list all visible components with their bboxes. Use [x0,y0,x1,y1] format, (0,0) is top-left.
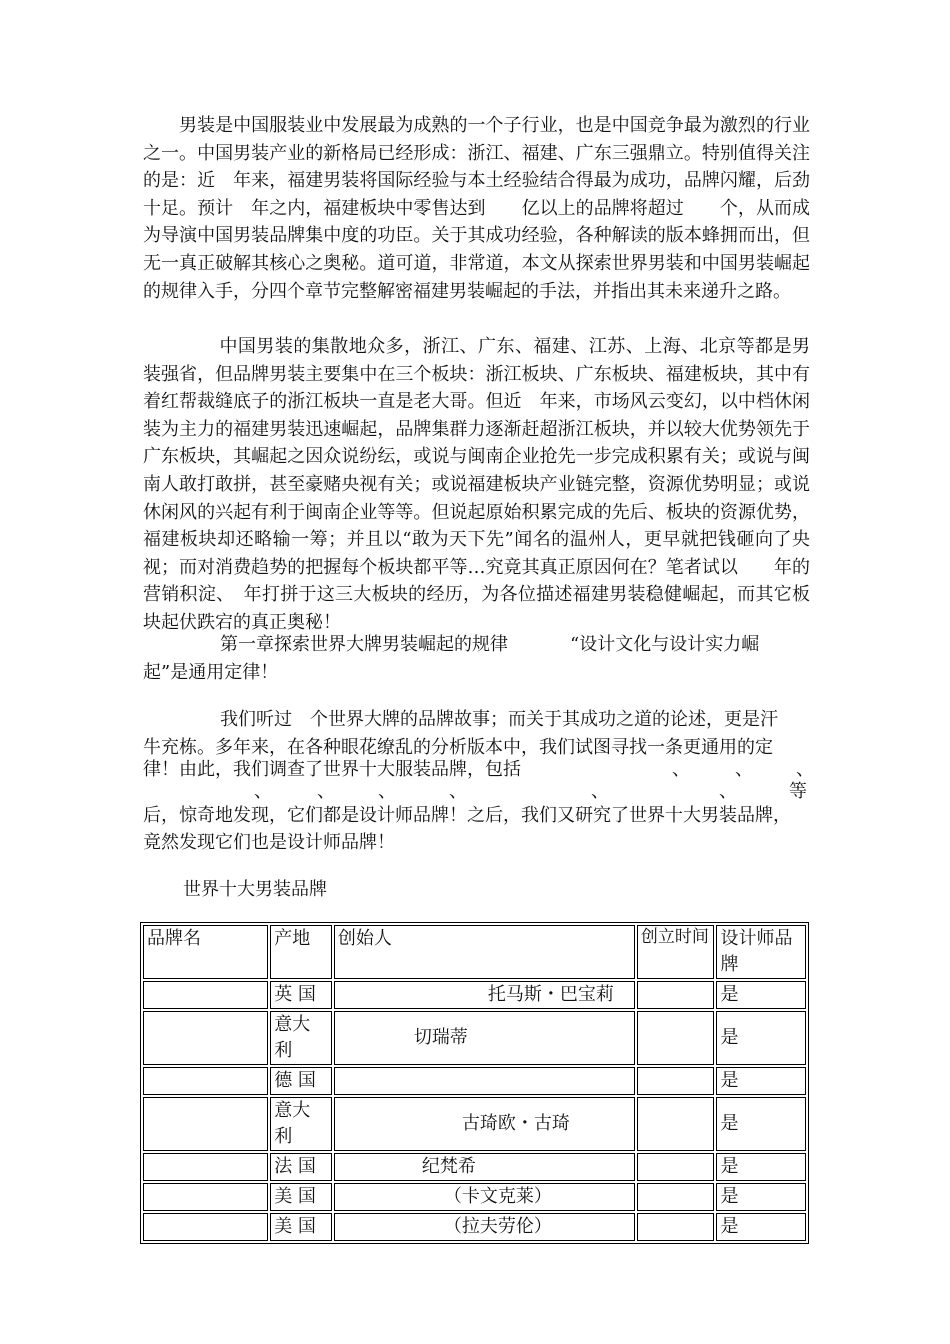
year-cell [637,1153,715,1181]
brand-separator: 、 [449,781,467,802]
brand-separator: 、 [317,781,335,802]
founder-cell [334,981,635,1009]
founder-cell [334,1153,635,1181]
brand-cell [143,981,268,1009]
designer-cell: 是 [716,1067,806,1095]
origin-cell: 意大利 [270,1097,332,1151]
header-origin: 产地 [270,925,332,979]
table-row [143,1067,806,1095]
designer-cell: 是 [716,981,806,1009]
header-year: 创立时间 [637,925,715,979]
brand-separator: 、 [719,781,737,802]
founder-cell [334,1011,635,1065]
founder-cell [334,1097,635,1151]
year-cell [637,981,715,1009]
brands-table [140,922,809,1244]
origin-cell: 美 国 [270,1213,332,1241]
designer-cell: 是 [716,1097,806,1151]
brand-separator: 、 [378,781,396,802]
chapter-title: 第一章探索世界大牌男装崛起的规律 [220,634,508,655]
year-cell [637,1067,715,1095]
brand-cell [143,1153,268,1181]
p3-line2: 牛充栋。多年来，在各种眼花缭乱的分析版本中，我们试图寻找一条更通用的定 [143,737,773,758]
founder-text: （卡文克莱） [443,1186,552,1207]
brand-separator: 、 [591,781,609,802]
designer-cell: 是 [716,1153,806,1181]
intro-paragraph: 男装是中国服装业中发展最为成熟的一个子行业，也是中国竞争最为激烈的行业之一。中国男装产业的新格局已经形成：浙江、福建、广东三强鼎立。特别值得关注的是：近 年来，福建男装将国际经验与本土经验结合得最为成功，品牌闪耀，后劲十足。预计 年之内，福建板块中零售达到 亿以上的品牌将超过 个，从而成为导演中国男装品牌集中度的功臣。关于其成功经验，各种解读的版本蜂拥而出，但无一真正破解其核心之奥秘。道可道，非常道，本文从探索世界男装和中国男装崛起的规律入手，分四个章节完整解密福建男装崛起的手法，并指出其未来递升之路。 [143,115,810,302]
origin-cell: 意大利 [270,1011,332,1065]
brand-cell [143,1213,268,1241]
header-brand: 品牌名 [143,925,268,979]
origin-cell: 美 国 [270,1183,332,1211]
year-cell [637,1097,715,1151]
table-caption: 世界十大男装品牌 [183,879,327,900]
brand-separator: 、 [254,781,272,802]
brand-cell [143,1067,268,1095]
year-cell [637,1183,715,1211]
p3-line6: 竟然发现它们也是设计师品牌！ [143,832,395,853]
table-row [143,1153,806,1181]
founder-text: 托马斯・巴宝莉 [487,984,614,1005]
origin-cell: 法 国 [270,1153,332,1181]
founder-text: 切瑞蒂 [413,1027,468,1048]
regional-paragraph: 中国男装的集散地众多，浙江、广东、福建、江苏、上海、北京等都是男装强省，但品牌男装主要集中在三个板块：浙江板块、广东板块、福建板块，其中有着红帮裁缝底子的浙江板块一直是老大哥。但近 年来，市场风云变幻，以中档休闲装为主力的福建男装迅速崛起，品牌集群力逐渐赶超浙江板块，并以较大优势领先于广东板块，其崛起之因众说纷纭，或说与闽南企业抢先一步完成积累有关；或说与闽南人敢打敢拼，甚至豪赌央视有关；或说福建板块产业链完整，资源优势明显；或说休闲风的兴起有利于闽南企业等等。但说起原始积累完成的先后、板块的资源优势，福建板块却还略输一筹；并且以“敢为天下先”闻名的温州人，更早就把钱砸向了央视；而对消费趋势的把握每个板块都平等…究竟其真正原因何在？笔者试以 年的营销积淀、 年打拼于这三大板块的经历，为各位描述福建男装稳健崛起，而其它板块起伏跌宕的真正奥秘！ [143,336,810,633]
origin-cell: 德 国 [270,1067,332,1095]
p3-line5: 后，惊奇地发现，它们都是设计师品牌！之后，我们又研究了世界十大男装品牌， [143,805,791,826]
p3-line1: 我们听过 个世界大牌的品牌故事；而关于其成功之道的论述，更是汗 [220,709,778,730]
year-cell [637,1213,715,1241]
designer-cell: 是 [716,1213,806,1241]
table-row [143,1097,806,1151]
founder-text: 古琦欧・古琦 [461,1113,570,1134]
designer-cell: 是 [716,1183,806,1211]
brand-separator: 、 [735,759,753,780]
brand-cell [143,1183,268,1211]
brand-separator: 、 [672,759,690,780]
table-row [143,1213,806,1241]
founder-cell [334,1213,635,1241]
founder-text: 纪梵希 [421,1156,476,1177]
brand-cell [143,1011,268,1065]
founder-cell [334,1183,635,1211]
table-row [143,1011,806,1065]
p3-line3: 律！由此，我们调查了世界十大服装品牌，包括 [143,759,521,780]
founder-text: （拉夫劳伦） [443,1216,552,1237]
brand-cell [143,1097,268,1151]
header-founder: 创始人 [334,925,635,979]
table-row [143,1183,806,1211]
etc-word: 等 [789,781,807,802]
table-row [143,981,806,1009]
table-header-row [143,925,806,979]
founder-cell [334,1067,635,1095]
brand-separator: 、 [796,759,814,780]
chapter-subtitle: “设计文化与设计实力崛 [570,634,760,655]
origin-cell: 英 国 [270,981,332,1009]
chapter-subtitle-cont: 起”是通用定律！ [143,662,279,683]
year-cell [637,1011,715,1065]
header-designer: 设计师品牌 [716,925,806,979]
designer-cell: 是 [716,1011,806,1065]
